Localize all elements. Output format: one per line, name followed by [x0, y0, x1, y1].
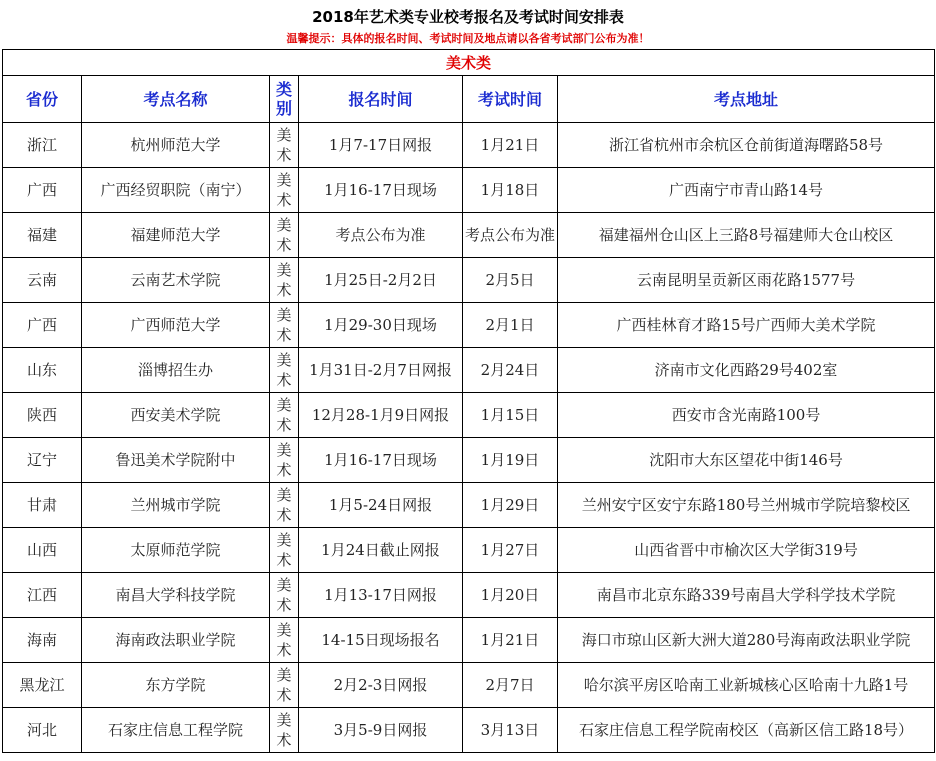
cell-exam: 1月21日 [463, 123, 558, 168]
table-row [3, 348, 935, 393]
cell-province: 陕西 [3, 393, 82, 438]
cell-address: 南昌市北京东路339号南昌大学科学技术学院 [558, 573, 935, 618]
cell-register: 1月16-17日现场 [299, 168, 463, 213]
table-row [3, 708, 935, 753]
cell-exam: 1月21日 [463, 618, 558, 663]
cell-register: 1月29-30日现场 [299, 303, 463, 348]
cell-register: 1月16-17日现场 [299, 438, 463, 483]
cell-address: 哈尔滨平房区哈南工业新城核心区哈南十九路1号 [558, 663, 935, 708]
cell-register: 1月24日截止网报 [299, 528, 463, 573]
cell-school: 太原师范学院 [82, 528, 270, 573]
notice-text: 温馨提示：具体的报名时间、考试时间及地点请以各省考试部门公布为准！ [286, 32, 650, 45]
table-row [3, 303, 935, 348]
header-school: 考点名称 [82, 76, 270, 123]
table-row [3, 168, 935, 213]
cell-school: 淄博招生办 [82, 348, 270, 393]
cell-exam: 2月7日 [463, 663, 558, 708]
cell-province: 广西 [3, 303, 82, 348]
cell-school: 南昌大学科技学院 [82, 573, 270, 618]
cell-exam: 1月29日 [463, 483, 558, 528]
cell-category: 美术 [270, 483, 299, 528]
cell-province: 浙江 [3, 123, 82, 168]
table-row [3, 258, 935, 303]
cell-school: 石家庄信息工程学院 [82, 708, 270, 753]
cell-category: 美术 [270, 123, 299, 168]
table-row [3, 393, 935, 438]
cell-school: 福建师范大学 [82, 213, 270, 258]
cell-register: 1月7-17日网报 [299, 123, 463, 168]
cell-register: 2月2-3日网报 [299, 663, 463, 708]
cell-province: 海南 [3, 618, 82, 663]
cell-register: 考点公布为准 [299, 213, 463, 258]
cell-address: 沈阳市大东区望花中街146号 [558, 438, 935, 483]
cell-address: 云南昆明呈贡新区雨花路1577号 [558, 258, 935, 303]
cell-school: 海南政法职业学院 [82, 618, 270, 663]
cell-school: 兰州城市学院 [82, 483, 270, 528]
table-row [3, 528, 935, 573]
header-province: 省份 [3, 76, 82, 123]
cell-province: 江西 [3, 573, 82, 618]
cell-school: 西安美术学院 [82, 393, 270, 438]
cell-exam: 1月27日 [463, 528, 558, 573]
cell-address: 海口市琼山区新大洲大道280号海南政法职业学院 [558, 618, 935, 663]
cell-address: 石家庄信息工程学院南校区（高新区信工路18号） [558, 708, 935, 753]
cell-province: 广西 [3, 168, 82, 213]
cell-exam: 2月1日 [463, 303, 558, 348]
cell-school: 广西师范大学 [82, 303, 270, 348]
cell-category: 美术 [270, 618, 299, 663]
table-row [3, 483, 935, 528]
header-category: 类别 [270, 76, 299, 123]
header-exam: 考试时间 [463, 76, 558, 123]
cell-category: 美术 [270, 663, 299, 708]
cell-province: 云南 [3, 258, 82, 303]
schedule-table [2, 49, 935, 753]
header-register: 报名时间 [299, 76, 463, 123]
section-row [3, 50, 935, 76]
cell-exam: 1月20日 [463, 573, 558, 618]
cell-exam: 1月18日 [463, 168, 558, 213]
cell-province: 甘肃 [3, 483, 82, 528]
cell-category: 美术 [270, 348, 299, 393]
cell-address: 西安市含光南路100号 [558, 393, 935, 438]
cell-school: 东方学院 [82, 663, 270, 708]
table-row [3, 663, 935, 708]
table-row [3, 213, 935, 258]
table-row [3, 123, 935, 168]
cell-category: 美术 [270, 303, 299, 348]
cell-exam: 2月24日 [463, 348, 558, 393]
header-row [3, 76, 935, 123]
cell-exam: 3月13日 [463, 708, 558, 753]
cell-category: 美术 [270, 168, 299, 213]
header-address: 考点地址 [558, 76, 935, 123]
cell-category: 美术 [270, 528, 299, 573]
cell-exam: 1月15日 [463, 393, 558, 438]
cell-category: 美术 [270, 708, 299, 753]
page-title: 2018年艺术类专业校考报名及考试时间安排表 [312, 8, 624, 26]
cell-register: 1月31日-2月7日网报 [299, 348, 463, 393]
cell-address: 广西南宁市青山路14号 [558, 168, 935, 213]
cell-province: 山西 [3, 528, 82, 573]
section-title: 美术类 [3, 50, 935, 76]
cell-exam: 1月19日 [463, 438, 558, 483]
cell-register: 14-15日现场报名 [299, 618, 463, 663]
cell-province: 福建 [3, 213, 82, 258]
cell-province: 辽宁 [3, 438, 82, 483]
cell-register: 12月28-1月9日网报 [299, 393, 463, 438]
cell-category: 美术 [270, 213, 299, 258]
cell-school: 鲁迅美术学院附中 [82, 438, 270, 483]
cell-category: 美术 [270, 258, 299, 303]
cell-register: 1月25日-2月2日 [299, 258, 463, 303]
cell-address: 广西桂林育才路15号广西师大美术学院 [558, 303, 935, 348]
cell-register: 1月13-17日网报 [299, 573, 463, 618]
cell-school: 广西经贸职院（南宁） [82, 168, 270, 213]
cell-address: 浙江省杭州市余杭区仓前街道海曙路58号 [558, 123, 935, 168]
cell-address: 济南市文化西路29号402室 [558, 348, 935, 393]
cell-address: 福建福州仓山区上三路8号福建师大仓山校区 [558, 213, 935, 258]
cell-province: 河北 [3, 708, 82, 753]
cell-category: 美术 [270, 573, 299, 618]
cell-school: 云南艺术学院 [82, 258, 270, 303]
cell-school: 杭州师范大学 [82, 123, 270, 168]
table-row [3, 438, 935, 483]
cell-address: 山西省晋中市榆次区大学街319号 [558, 528, 935, 573]
cell-exam: 2月5日 [463, 258, 558, 303]
cell-province: 黑龙江 [3, 663, 82, 708]
cell-category: 美术 [270, 438, 299, 483]
cell-exam: 考点公布为准 [463, 213, 558, 258]
table-row [3, 573, 935, 618]
cell-category: 美术 [270, 393, 299, 438]
table-row [3, 618, 935, 663]
cell-province: 山东 [3, 348, 82, 393]
cell-register: 1月5-24日网报 [299, 483, 463, 528]
table-body [3, 123, 935, 753]
cell-address: 兰州安宁区安宁东路180号兰州城市学院培黎校区 [558, 483, 935, 528]
cell-register: 3月5-9日网报 [299, 708, 463, 753]
